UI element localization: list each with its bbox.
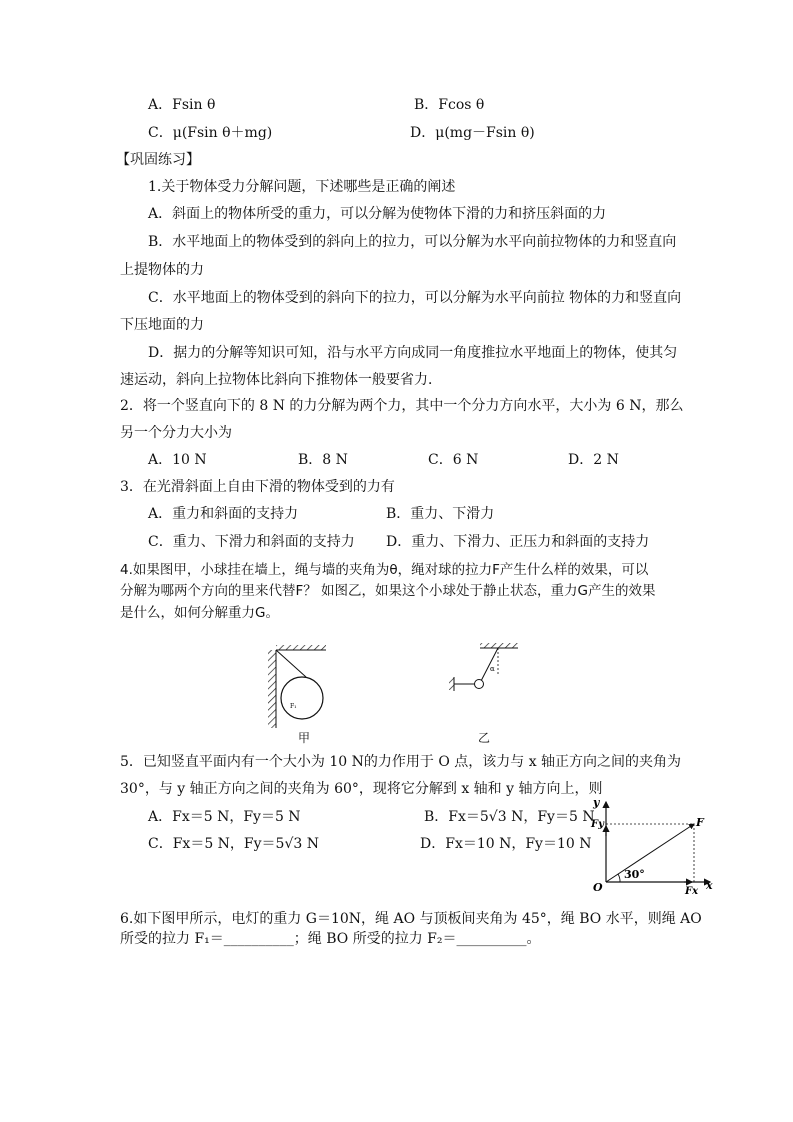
fx-label: Fx [685, 886, 699, 897]
q5-option-a: A．Fx＝5 N，Fy＝5 N [148, 809, 301, 825]
y-axis-label: y [593, 796, 600, 809]
q5-line2: 30°，与 y 轴正方向之间的夹角为 60°，现将它分解到 x 轴和 y 轴方向上，则 [120, 781, 603, 797]
option-text: Fsin θ [172, 97, 216, 113]
q2-stem-line2: 另一个分力大小为 [120, 425, 232, 441]
figure-jia [262, 645, 382, 740]
force-vector [606, 824, 694, 882]
q2-option-c: C．6 N [428, 452, 479, 468]
q1-option-d-line1: D．据力的分解等知识可知，沿与水平方向成同一角度推拉水平地面上的物体，使其匀 [148, 345, 678, 361]
q5-option-c: C．Fx＝5 N，Fy＝5√3 N [148, 836, 319, 852]
option-text: μ(mg－Fsin θ) [435, 125, 535, 141]
option-letter: A． [148, 97, 173, 113]
option-letter: D． [410, 125, 436, 141]
q2-option-a: A．10 N [148, 452, 207, 468]
figure-jia-caption: 甲 [298, 731, 311, 745]
rope [276, 650, 306, 677]
q1-stem: 1.关于物体受力分解问题，下述哪些是正确的阐述 [148, 179, 456, 195]
figure-yi [446, 643, 526, 703]
q5-option-d: D．Fx＝10 N，Fy＝10 N [420, 836, 592, 852]
wall-hatch [268, 650, 276, 728]
q1-option-c-line1: C．水平地面上的物体受到的斜向下的拉力，可以分解为水平向前拉 物体的力和竖直向 [148, 290, 682, 306]
ceiling-hatch [480, 643, 518, 648]
q3-stem: 3．在光滑斜面上自由下滑的物体受到的力有 [120, 479, 395, 495]
option-text: Fcos θ [438, 97, 485, 113]
fy-label: Fy [591, 819, 604, 830]
q6-line2: 所受的拉力 F₁＝__________；绳 BO 所受的拉力 F₂＝__________。 [120, 931, 541, 947]
section-title: 【巩固练习】 [116, 152, 200, 168]
top-option-d [410, 123, 535, 143]
option-letter: B． [414, 97, 439, 113]
top-option-b [414, 95, 484, 115]
q1-option-b-line1: B．水平地面上的物体受到的斜向上的拉力，可以分解为水平向前拉物体的力和竖直向 [148, 234, 677, 250]
q1-option-c-line2: 下压地面的力 [120, 317, 204, 333]
q3-option-d: D．重力、下滑力、正压力和斜面的支持力 [386, 534, 650, 550]
q5-line1: 5．已知竖直平面内有一个大小为 10 N的力作用于 O 点，该力与 x 轴正方向之间的夹角为 [120, 754, 682, 770]
option-letter: C． [148, 125, 173, 141]
origin-label: O [593, 881, 603, 894]
q2-stem-line1: 2．将一个竖直向下的 8 N 的力分解为两个力，其中一个分力方向水平，大小为 6 N，那么 [120, 398, 684, 414]
ceiling-hatch [276, 645, 326, 650]
q1-option-d-line2: 速运动，斜向上拉物体比斜向下推物体一般要省力． [120, 372, 442, 388]
top-option-c [148, 123, 272, 143]
q1-option-b-line2: 上提物体的力 [120, 262, 204, 278]
wall-hatch [449, 678, 454, 690]
x-axis-label: x [706, 879, 713, 892]
ball [281, 677, 323, 719]
q3-option-b: B．重力、下滑力 [386, 506, 495, 522]
ball-label: F₁ [290, 703, 297, 710]
angle-label: α [490, 665, 495, 673]
figure-yi-caption: 乙 [478, 731, 491, 745]
force-label: F [696, 816, 704, 829]
option-text: μ(Fsin θ＋mg) [172, 125, 273, 141]
q4-line2: 分解为哪两个方向的里来代替F？ 如图乙，如果这个小球处于静止状态，重力G产生的效果 [120, 583, 656, 599]
angle-label: 30° [624, 868, 645, 881]
ball [475, 680, 484, 689]
angle-arc [618, 874, 620, 882]
q4-line3: 是什么，如何分解重力G。 [120, 605, 279, 621]
q3-option-c: C．重力、下滑力和斜面的支持力 [148, 534, 355, 550]
q3-option-a: A．重力和斜面的支持力 [148, 506, 299, 522]
q6-line1: 6.如下图甲所示，电灯的重力 G＝10N，绳 AO 与顶板间夹角为 45°，绳 BO 水平，则绳 AO [120, 911, 702, 927]
top-option-a [148, 95, 215, 115]
q4-line1: 4.如果图甲，小球挂在墙上，绳与墙的夹角为θ，绳对球的拉力F产生什么样的效果，可以 [120, 562, 649, 578]
force-decomposition-figure [588, 796, 718, 896]
q1-option-a: A．斜面上的物体所受的重力，可以分解为使物体下滑的力和挤压斜面的力 [148, 206, 607, 222]
q5-option-b: B．Fx＝5√3 N，Fy＝5 N [424, 809, 595, 825]
q2-option-b: B．8 N [298, 452, 348, 468]
q2-option-d: D．2 N [568, 452, 619, 468]
